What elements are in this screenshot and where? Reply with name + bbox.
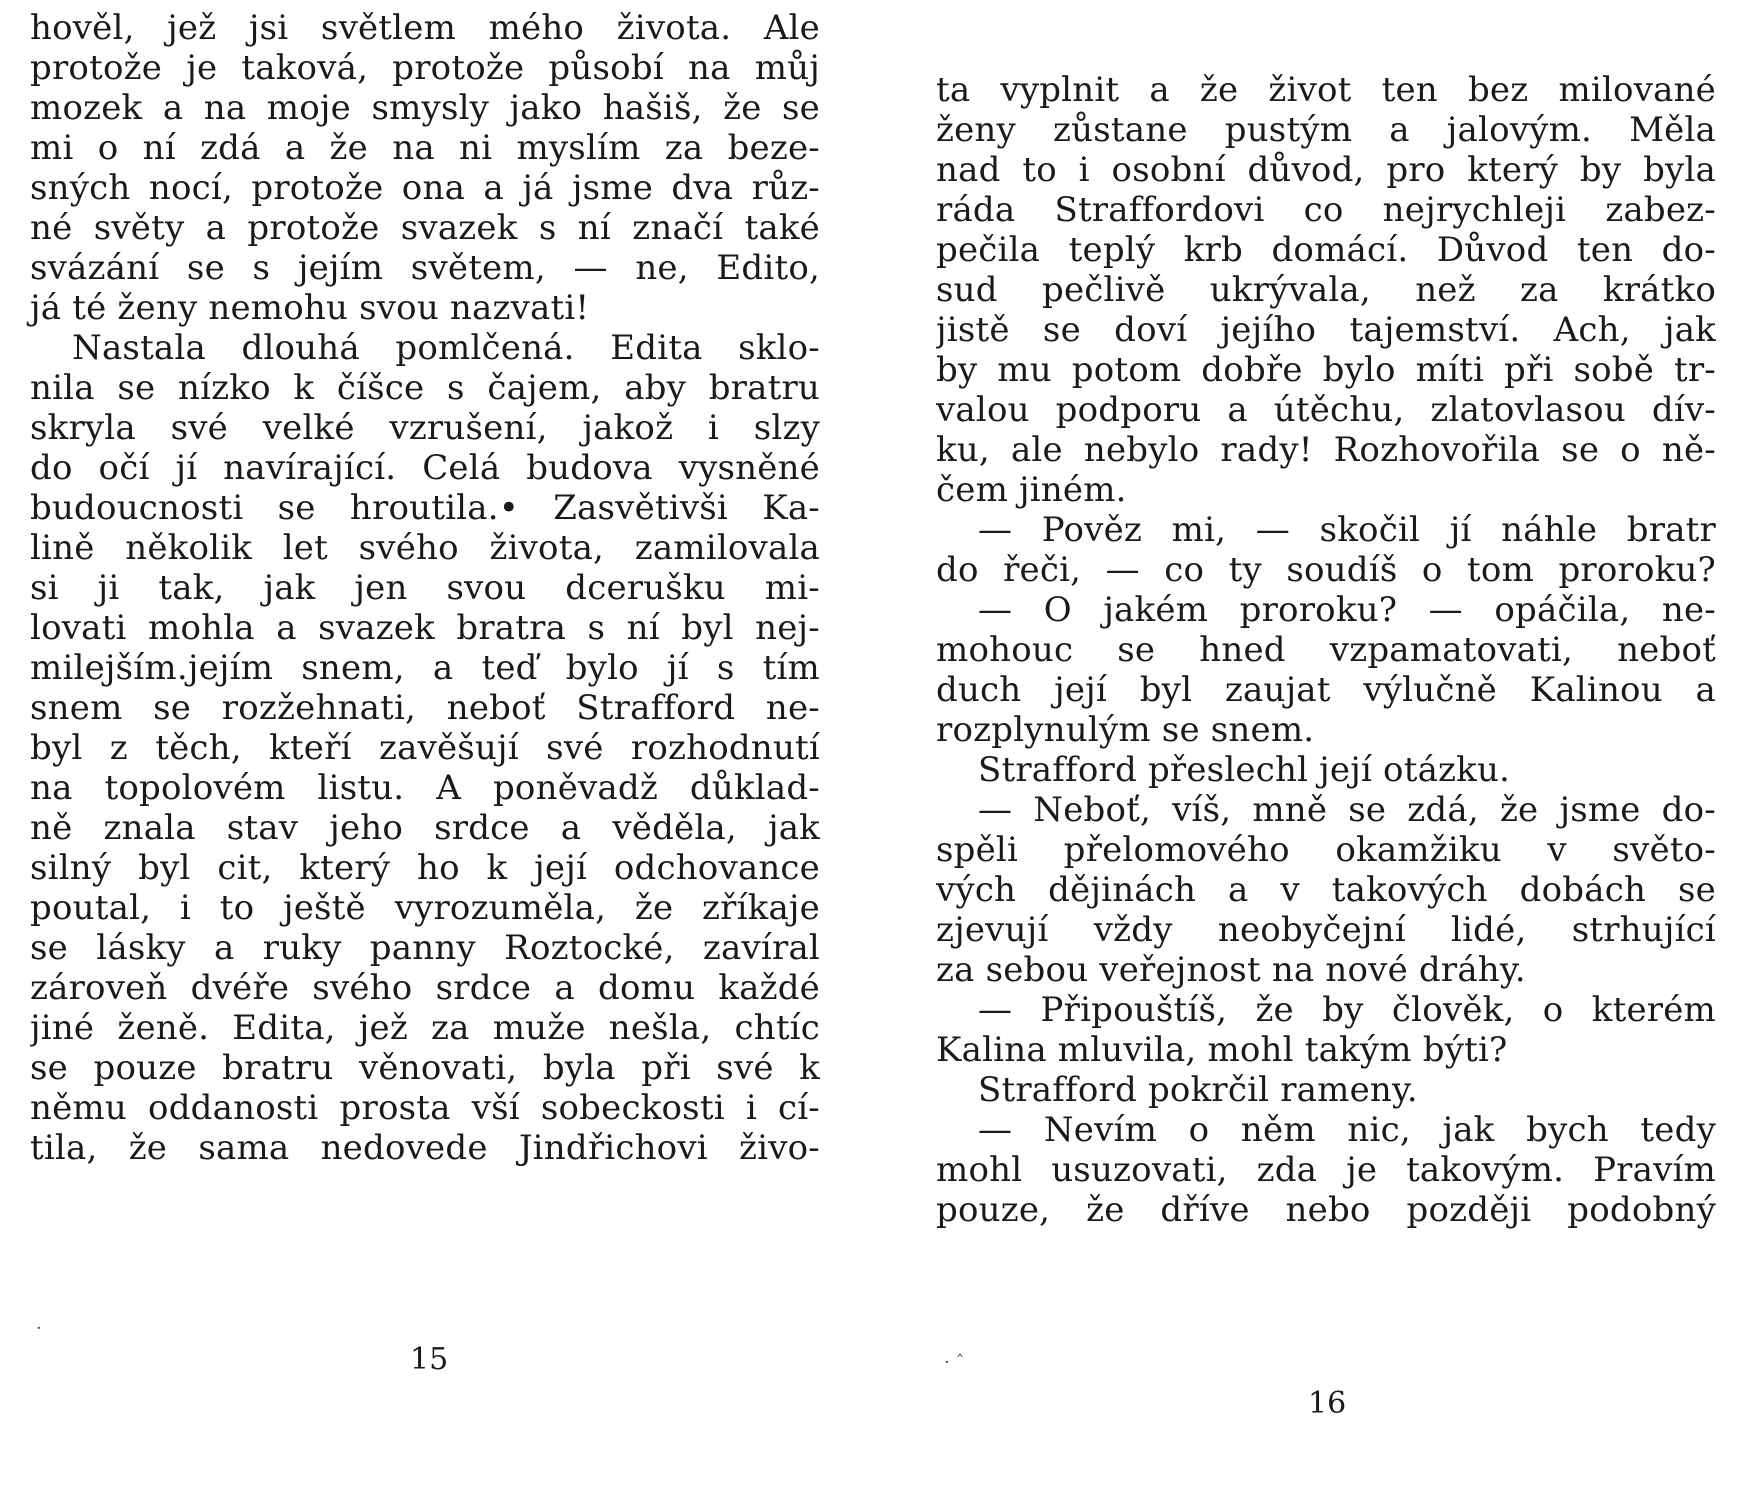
text-line: — Připouštíš, že by člověk, o kterém [978,990,1716,1030]
text-line: já té ženy nemohu svou nazvati! [30,288,590,328]
text-line: — Nevím o něm nic, jak bych tedy [978,1110,1716,1150]
text-line: sud pečlivě ukrývala, než za krátko [936,270,1716,310]
text-line: nad to i osobní důvod, pro který by byla [936,150,1716,190]
text-line: se lásky a ruky panny Roztocké, zavíral [30,928,820,968]
text-line: né světy a protože svazek s ní značí také [30,208,820,248]
text-line: silný byl cit, který ho k její odchovance [30,848,820,888]
text-line: svázání se s jejím světem, — ne, Edito, [30,248,820,288]
text-line: jistě se doví jejího tajemství. Ach, jak [936,310,1716,350]
right-page-text [936,70,1716,1230]
left-page-number: 15 [410,1342,449,1377]
text-line: byl z těch, kteří zavěšují své rozhodnutí [30,728,820,768]
text-line: tila, že sama nedovede Jindřichovi živo- [30,1128,820,1168]
text-line: zjevují vždy neobyčejní lidé, strhující [936,910,1716,950]
text-line: lině několik let svého života, zamilovala [30,528,820,568]
text-line: hověl, jež jsi světlem mého života. Ale [30,8,820,48]
print-speck: · [36,1318,42,1339]
text-line: čem jiném. [936,470,1127,510]
text-line: do očí jí navírající. Celá budova vysněné [30,448,820,488]
left-page-text [30,8,820,1168]
text-line: jiné ženě. Edita, jež za muže nešla, chtíc [30,1008,820,1048]
text-line: ku, ale nebylo rady! Rozhovořila se o ně- [936,430,1716,470]
text-line: mohouc se hned vzpamatovati, neboť [936,630,1716,670]
text-line: budoucnosti se hroutila.• Zasvětivši Ka- [30,488,820,528]
text-line: si ji tak, jak jen svou dcerušku mi- [30,568,820,608]
text-line: mi o ní zdá a že na ni myslím za beze- [30,128,820,168]
text-line: do řeči, — co ty soudíš o tom proroku? [936,550,1716,590]
text-line: nila se nízko k číšce s čajem, aby bratru [30,368,820,408]
text-line: vých dějinách a v takových dobách se [936,870,1716,910]
text-line: snem se rozžehnati, neboť Strafford ne- [30,688,820,728]
text-line: mozek a na moje smysly jako hašiš, že se [30,88,820,128]
left-page [0,0,820,1500]
text-line: rozplynulým se snem. [936,710,1315,750]
text-line: — O jakém proroku? — opáčila, ne- [978,590,1716,630]
text-line: pečila teplý krb domácí. Důvod ten do- [936,230,1716,270]
text-line: valou podporu a útěchu, zlatovlasou dív- [936,390,1716,430]
text-line: Strafford pokrčil rameny. [978,1070,1418,1110]
text-line: ráda Straffordovi co nejrychleji zabez- [936,190,1716,230]
text-line: na topolovém listu. A poněvadž důklad- [30,768,820,808]
text-line: Nastala dlouhá pomlčená. Edita sklo- [72,328,820,368]
text-line: spěli přelomového okamžiku v světo- [936,830,1716,870]
text-line: ženy zůstane pustým a jalovým. Měla [936,110,1716,150]
text-line: poutal, i to ještě vyrozuměla, že zříkaje [30,888,820,928]
text-line: Kalina mluvila, mohl takým býti? [936,1030,1508,1070]
text-line: skryla své velké vzrušení, jakož i slzy [30,408,820,448]
text-line: ně znala stav jeho srdce a věděla, jak [30,808,820,848]
text-line: zároveň dvéře svého srdce a domu každé [30,968,820,1008]
text-line: se pouze bratru věnovati, byla při své k [30,1048,820,1088]
right-page-number: 16 [1308,1386,1347,1421]
text-line: — Pověz mi, — skočil jí náhle bratr [978,510,1716,550]
text-line: — Neboť, víš, mně se zdá, že jsme do- [978,790,1716,830]
text-line: milejším.jejím snem, a teď bylo jí s tím [30,648,820,688]
text-line: ta vyplnit a že život ten bez milované [936,70,1716,110]
text-line: Strafford přeslechl její otázku. [978,750,1511,790]
print-speck: · ˆ [944,1352,965,1373]
text-line: mohl usuzovati, zda je takovým. Pravím [936,1150,1716,1190]
text-line: duch její byl zaujat výlučně Kalinou a [936,670,1716,710]
text-line: lovati mohla a svazek bratra s ní byl nej- [30,608,820,648]
text-line: sných nocí, protože ona a já jsme dva růz- [30,168,820,208]
text-line: němu oddanosti prosta vší sobeckosti i cí- [30,1088,820,1128]
text-line: pouze, že dříve nebo později podobný [936,1190,1716,1230]
text-line: protože je taková, protože působí na můj [30,48,820,88]
text-line: by mu potom dobře bylo míti při sobě tr- [936,350,1716,390]
right-page [874,0,1716,1500]
text-line: za sebou veřejnost na nové dráhy. [936,950,1526,990]
